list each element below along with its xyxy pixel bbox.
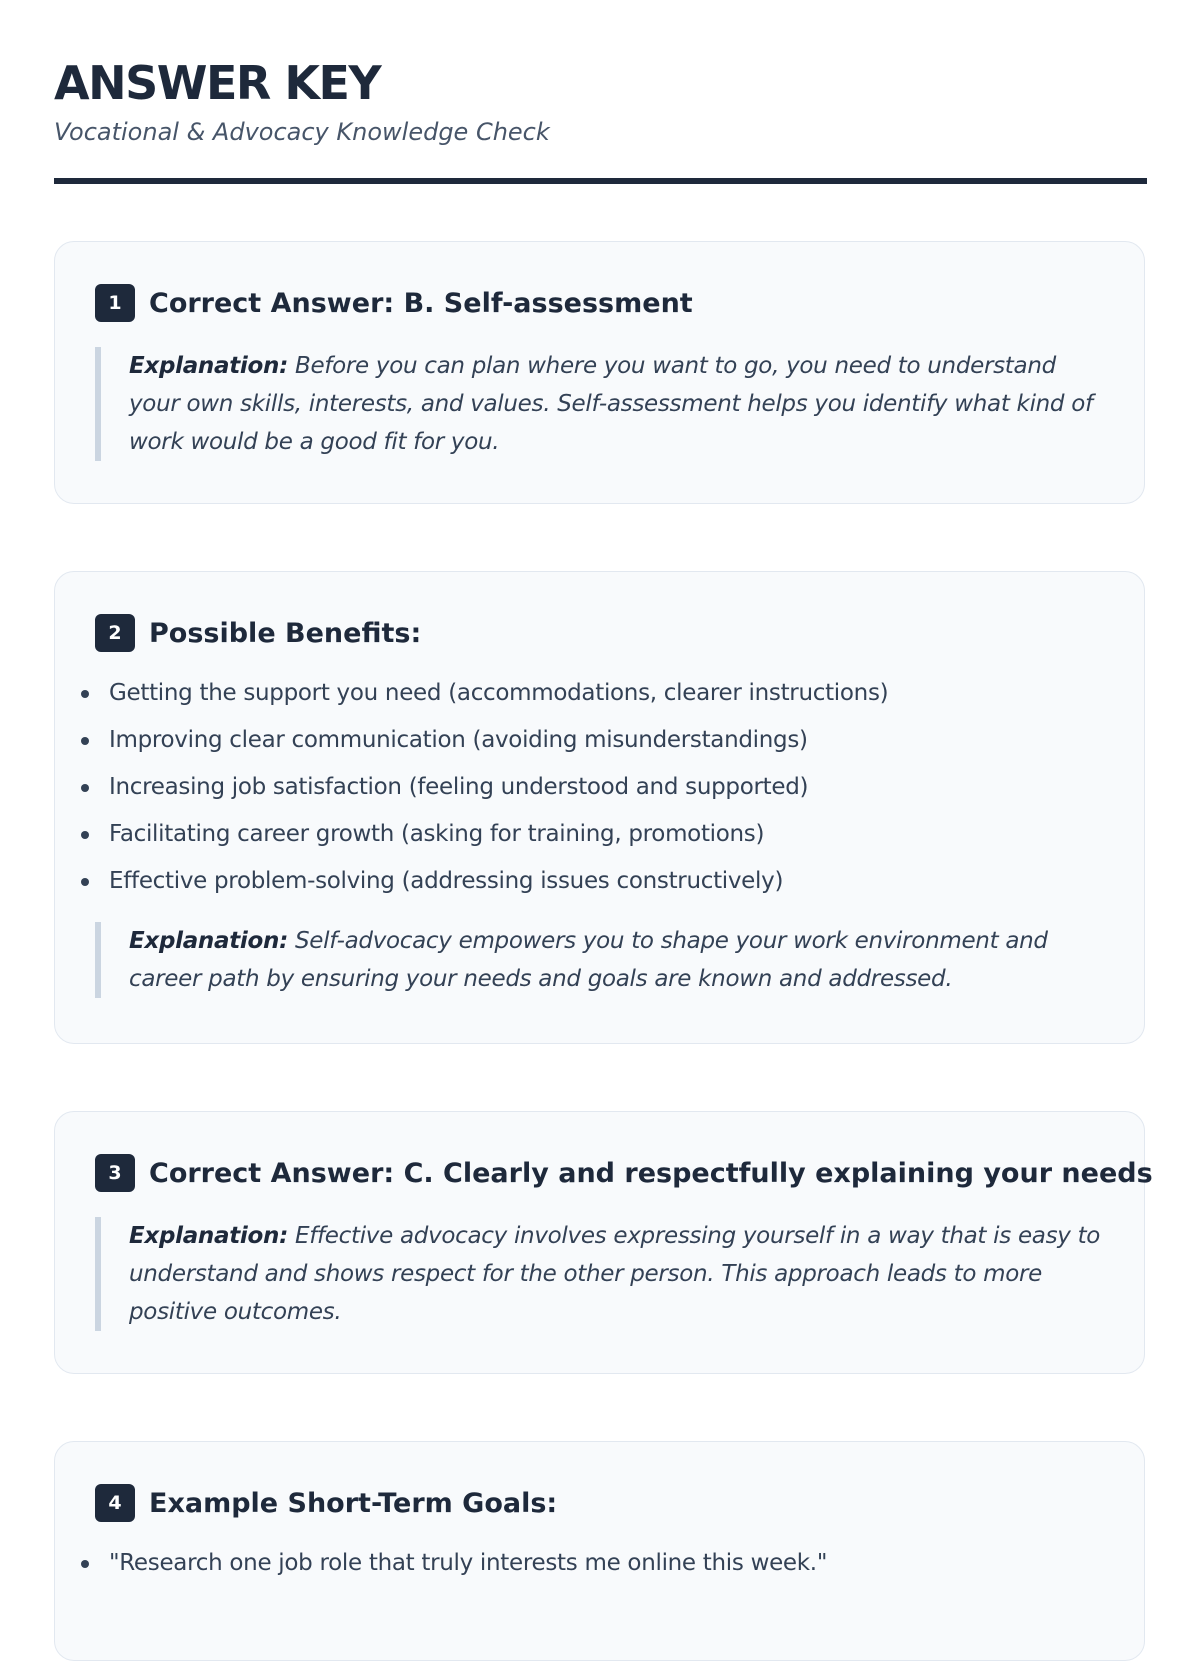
list-item: Improving clear communication (avoiding misunderstandings) <box>55 717 1104 764</box>
explanation-block <box>95 1217 1104 1331</box>
explanation-text: Self-advocacy empowers you to shape your work environment and career path by ensuring your needs and goals are known and addressed. <box>129 928 1048 992</box>
explanation-block <box>95 922 1104 998</box>
list-item: "Research one job role that truly interests me online this week." <box>55 1540 1104 1587</box>
header-divider <box>54 178 1147 184</box>
answer-card-3 <box>54 1111 1153 1374</box>
benefits-list <box>55 670 1104 905</box>
page-title: ANSWER KEY <box>54 56 381 110</box>
card-header <box>95 284 1104 322</box>
explanation-text: Effective advocacy involves expressing yourself in a way that is easy to understand and shows respect for the other person. This approach leads to more positive outcomes. <box>129 1223 1101 1325</box>
explanation-text: Before you can plan where you want to go, you need to understand your own skills, interests, and values. Self-assessment helps you identify what kind of work would be a good fit for you. <box>129 353 1093 455</box>
page-subtitle: Vocational & Advocacy Knowledge Check <box>54 118 550 146</box>
goals-list <box>55 1540 1104 1587</box>
answer-card-2 <box>54 571 1145 1044</box>
card-header <box>95 614 1104 652</box>
explanation-label: Explanation: <box>129 353 288 379</box>
card-title: Possible Benefits: <box>149 617 422 649</box>
card-header <box>95 1484 1104 1522</box>
explanation-label: Explanation: <box>129 928 288 954</box>
card-title: Correct Answer: C. Clearly and respectfully explaining your needs <box>149 1157 1153 1189</box>
question-number-badge: 2 <box>95 614 135 652</box>
card-title: Example Short-Term Goals: <box>149 1487 558 1519</box>
list-item: Getting the support you need (accommodations, clearer instructions) <box>55 670 1104 717</box>
question-number-badge: 1 <box>95 284 135 322</box>
answer-key-page <box>54 0 1153 1576</box>
list-item: Effective problem-solving (addressing issues constructively) <box>55 858 1104 905</box>
answer-card-4 <box>54 1441 1145 1661</box>
list-item: Facilitating career growth (asking for training, promotions) <box>55 811 1104 858</box>
explanation-label: Explanation: <box>129 1223 288 1249</box>
answer-card-1 <box>54 241 1145 504</box>
list-item: Increasing job satisfaction (feeling understood and supported) <box>55 764 1104 811</box>
question-number-badge: 3 <box>95 1154 135 1192</box>
card-header <box>95 1154 1153 1192</box>
explanation-block <box>95 347 1104 461</box>
question-number-badge: 4 <box>95 1484 135 1522</box>
card-title: Correct Answer: B. Self-assessment <box>149 287 693 319</box>
